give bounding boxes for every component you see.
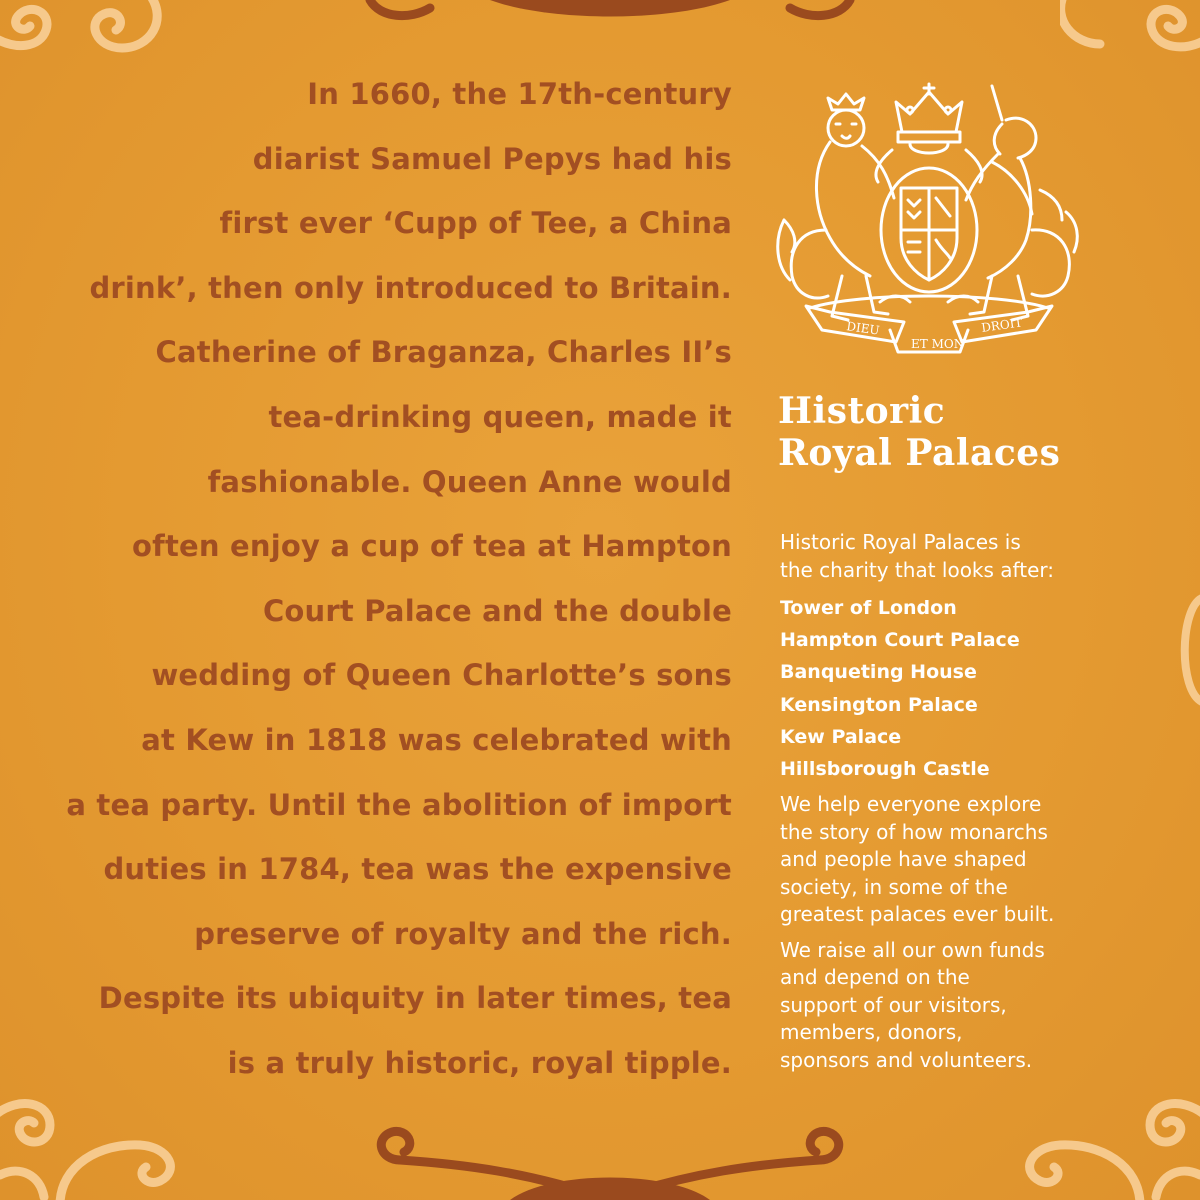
mission-line: and people have shaped: [780, 847, 1027, 872]
story-line: wedding of Queen Charlotte’s sons: [151, 658, 732, 693]
mission-paragraph: [780, 791, 1180, 929]
crest-motto-left: DIEU: [845, 319, 881, 338]
flourish-bottom-center: [360, 1120, 860, 1200]
flourish-top-right: [1060, 0, 1200, 70]
mission-line: We help everyone explore: [780, 792, 1042, 817]
crest-motto-center: ET MON: [911, 337, 965, 351]
crest-motto-right: DROIT: [980, 315, 1024, 335]
story-line: often enjoy a cup of tea at Hampton: [132, 529, 732, 564]
palace-item: Hampton Court Palace: [780, 629, 1020, 652]
palace-item: Hillsborough Castle: [780, 758, 990, 781]
brand-line-2: Royal Palaces: [778, 432, 1061, 474]
funding-line: support of our visitors,: [780, 992, 1007, 1017]
story-line: Despite its ubiquity in later times, tea: [98, 981, 732, 1016]
flourish-top-left: [0, 0, 170, 70]
story-line: Court Palace and the double: [262, 593, 732, 628]
story-line: a tea party. Until the abolition of import: [66, 787, 732, 822]
story-line: preserve of royalty and the rich.: [194, 916, 732, 951]
story-line: diarist Samuel Pepys had his: [252, 141, 732, 176]
mission-line: society, in some of the: [780, 874, 1008, 899]
palace-item: Kew Palace: [780, 725, 902, 748]
funding-paragraph: [780, 937, 1180, 1075]
royal-crest-icon: [770, 80, 1088, 356]
flourish-bottom-left: [0, 1085, 190, 1200]
story-line: duties in 1784, tea was the expensive: [103, 852, 732, 887]
story-line: fashionable. Queen Anne would: [207, 464, 732, 499]
story-line: Catherine of Braganza, Charles II’s: [155, 335, 732, 370]
intro-line: the charity that looks after:: [780, 557, 1054, 582]
mission-line: greatest palaces ever built.: [780, 902, 1055, 927]
brand-line-1: Historic: [778, 390, 946, 432]
story-line: In 1660, the 17th-century: [307, 77, 732, 111]
charity-info: [780, 529, 1180, 1074]
palace-list: [780, 592, 1180, 785]
flourish-bottom-right: [1010, 1085, 1200, 1200]
funding-line: and depend on the: [780, 965, 970, 990]
palace-item: Tower of London: [780, 597, 957, 619]
palace-item: Kensington Palace: [780, 693, 978, 716]
funding-line: We raise all our own funds: [780, 937, 1045, 962]
flourish-top-center: [360, 0, 860, 30]
story-line: at Kew in 1818 was celebrated with: [141, 722, 732, 757]
intro-line: Historic Royal Palaces is: [780, 530, 1021, 554]
palace-item: Banqueting House: [780, 661, 977, 684]
story-text: [40, 62, 732, 1096]
story-line: drink’, then only introduced to Britain.: [89, 270, 732, 305]
story-line: tea-drinking queen, made it: [268, 399, 732, 434]
mission-line: the story of how monarchs: [780, 819, 1048, 844]
funding-line: sponsors and volunteers.: [780, 1047, 1033, 1072]
story-line: first ever ‘Cupp of Tee, a China: [219, 206, 732, 241]
funding-line: members, donors,: [780, 1020, 963, 1045]
story-line: is a truly historic, royal tipple.: [227, 1045, 732, 1080]
brand-wordmark: [778, 390, 1060, 474]
